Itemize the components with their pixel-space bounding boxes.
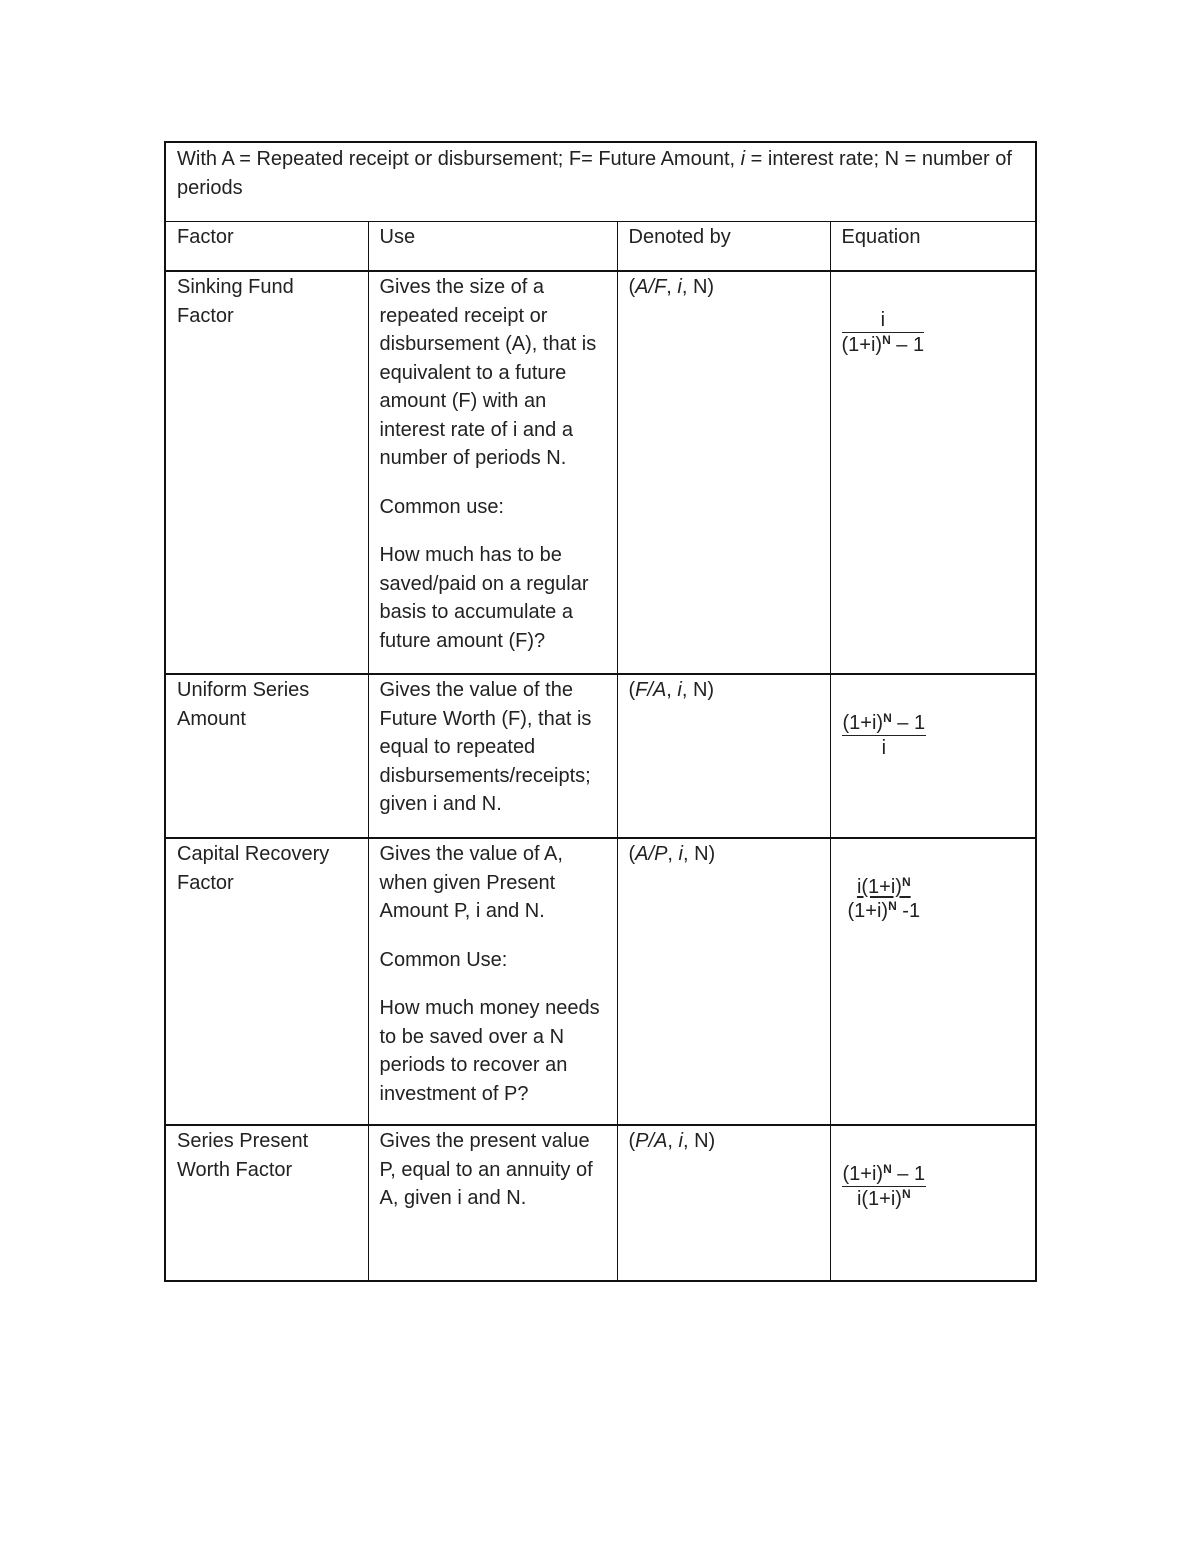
- paren: (: [628, 843, 636, 865]
- use-paragraph: Gives the value of the Future Worth (F), that is equal to repeated disbursements/receipts; given i and N.: [379, 679, 592, 815]
- use-paragraph: Common use:: [379, 495, 504, 518]
- exponent: N: [882, 333, 891, 347]
- base: i(1+i): [856, 1188, 902, 1210]
- equation-fraction: [842, 309, 925, 356]
- interest-factor-table: [164, 141, 1037, 1282]
- tail: -1: [896, 900, 921, 922]
- table-row: [165, 838, 1036, 1125]
- table-caption: [165, 142, 1036, 222]
- equation-numerator: [842, 712, 927, 736]
- ratio-symbol: A/F: [635, 276, 667, 298]
- tail: – 1: [890, 334, 925, 356]
- equation-numerator: [842, 1163, 927, 1187]
- exponent: N: [901, 1187, 911, 1201]
- caption-text-2: = interest rate; N = number of periods: [177, 148, 1012, 199]
- use-paragraph: How much has to be saved/paid on a regular basis to accumulate a future amount (F)?: [379, 544, 589, 652]
- exponent: N: [901, 875, 911, 889]
- header-factor: Factor: [165, 222, 368, 272]
- header-denoted-by: Denoted by: [617, 222, 830, 272]
- interest-symbol: i: [677, 276, 682, 298]
- ratio-symbol: F/A: [635, 679, 667, 701]
- separator: ,: [667, 843, 679, 865]
- table-row: [165, 1125, 1036, 1281]
- periods-symbol: , N): [681, 276, 715, 298]
- use-paragraph: How much money needs to be saved over a N periods to recover an investment of P?: [379, 997, 600, 1105]
- periods-symbol: , N): [683, 1130, 716, 1152]
- base: (1+i): [841, 334, 883, 356]
- equation-cell: [830, 271, 1036, 674]
- use-paragraph: Gives the value of A, when given Present Amount P, i and N.: [379, 843, 563, 922]
- interest-symbol: i: [678, 843, 683, 865]
- periods-symbol: , N): [683, 843, 716, 865]
- header-equation: Equation: [830, 222, 1036, 272]
- caption-text-1: With A = Repeated receipt or disbursement; F= Future Amount,: [177, 148, 741, 170]
- separator: ,: [667, 1130, 679, 1152]
- base: (1+i): [842, 712, 884, 734]
- denoted-by-cell: [617, 838, 830, 1125]
- exponent: N: [883, 711, 892, 725]
- equation-denominator: i: [881, 737, 887, 759]
- use-paragraph: Gives the present value P, equal to an annuity of A, given i and N.: [379, 1130, 593, 1209]
- equation-numerator: i: [842, 309, 925, 333]
- factor-name: Uniform Series Amount: [165, 674, 368, 838]
- exponent: N: [883, 1162, 892, 1176]
- use-paragraph: Gives the size of a repeated receipt or disbursement (A), that is equivalent to a future amount (F) with an interest rate of i and a number of periods N.: [379, 276, 597, 469]
- use-cell: [368, 674, 617, 838]
- tail: – 1: [891, 1163, 926, 1185]
- ratio-symbol: P/A: [635, 1130, 668, 1152]
- paren: (: [628, 1130, 636, 1152]
- use-cell: [368, 1125, 617, 1281]
- tail: – 1: [891, 712, 926, 734]
- separator: ,: [666, 276, 678, 298]
- paren: (: [628, 276, 636, 298]
- exponent: N: [888, 899, 897, 913]
- equation-numerator: [848, 876, 921, 899]
- ratio-symbol: A/P: [635, 843, 668, 865]
- equation-fraction: [842, 1163, 927, 1210]
- table-row: [165, 271, 1036, 674]
- equation-fraction: [842, 712, 927, 759]
- equation-fraction: [848, 876, 921, 922]
- base: i(1+i): [856, 876, 902, 898]
- equation-cell: [830, 1125, 1036, 1281]
- caption-interest-symbol: i: [740, 148, 746, 170]
- header-use: Use: [368, 222, 617, 272]
- use-cell: [368, 838, 617, 1125]
- denoted-by-cell: [617, 271, 830, 674]
- equation-denominator: [842, 1187, 927, 1210]
- separator: ,: [666, 679, 678, 701]
- equation-denominator: [842, 333, 925, 356]
- interest-symbol: i: [678, 1130, 683, 1152]
- base: (1+i): [847, 900, 889, 922]
- equation-cell: [830, 838, 1036, 1125]
- paren: (: [628, 679, 636, 701]
- periods-symbol: , N): [681, 679, 715, 701]
- equation-denominator: [848, 899, 921, 922]
- denoted-by-cell: [617, 1125, 830, 1281]
- denoted-by-cell: [617, 674, 830, 838]
- table-row: [165, 674, 1036, 838]
- base: (1+i): [842, 1163, 884, 1185]
- equation-cell: [830, 674, 1036, 838]
- use-paragraph: Common Use:: [379, 948, 508, 971]
- header-row: [165, 222, 1036, 272]
- use-cell: [368, 271, 617, 674]
- interest-symbol: i: [677, 679, 682, 701]
- factor-name: Sinking Fund Factor: [165, 271, 368, 674]
- factor-name: Capital Recovery Factor: [165, 838, 368, 1125]
- factor-name: Series Present Worth Factor: [165, 1125, 368, 1281]
